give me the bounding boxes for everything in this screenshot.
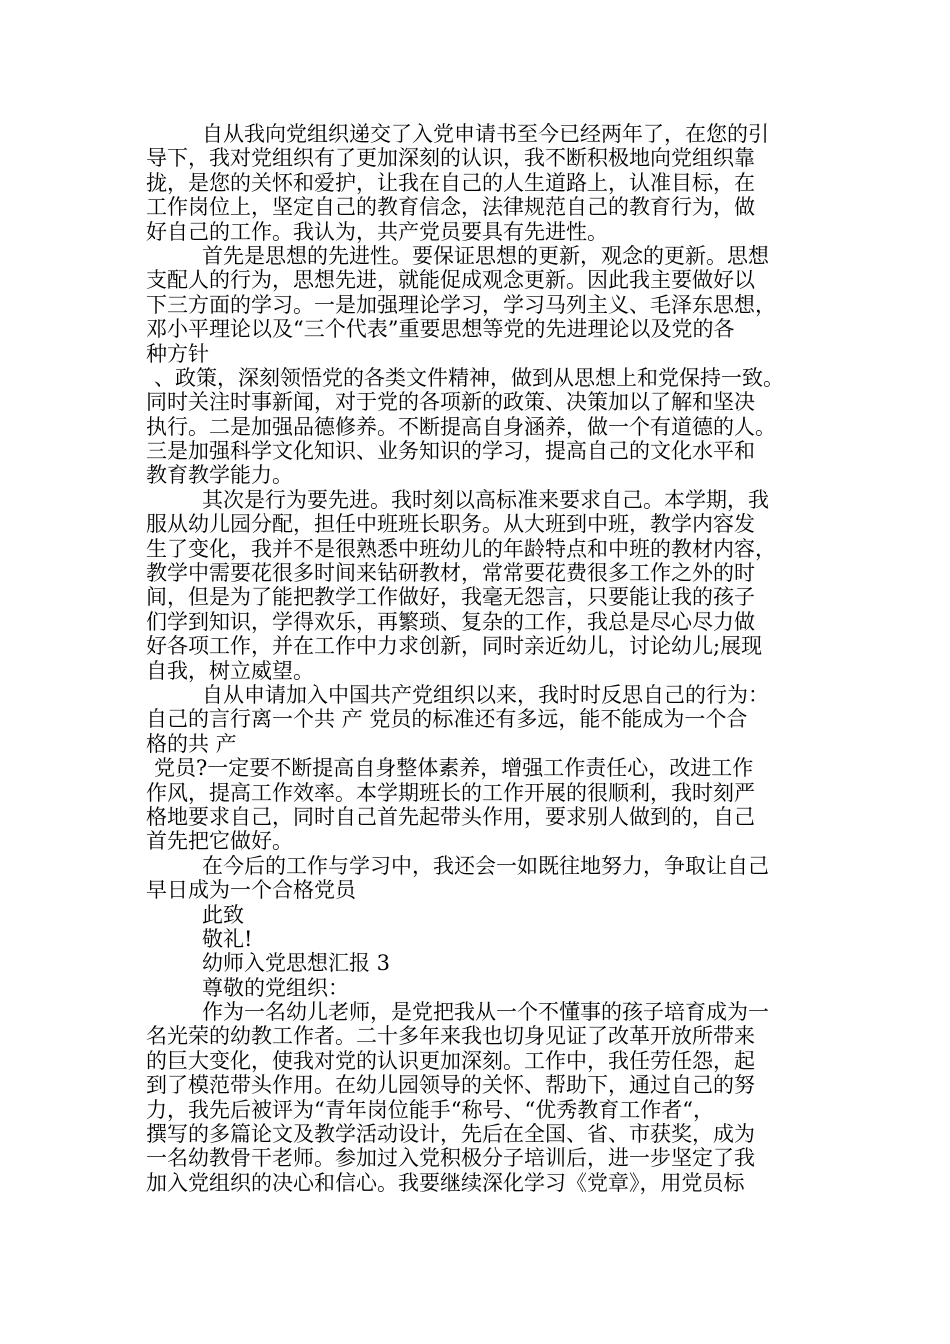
text-line: 名光荣的幼教工作者。二十多年来我也切身见证了改革开放所带来 [146, 1024, 755, 1049]
text-line: 到了模范带头作用。在幼儿园领导的关怀、帮助下，通过自己的努 [146, 1073, 755, 1098]
text-line: 其次是行为要先进。我时刻以高标准来要求自己。本学期，我 [202, 487, 769, 512]
text-line: 种方针 [146, 341, 209, 366]
text-line: 自己的言行离一个共 产 党员的标准还有多远，能不能成为一个合 [146, 707, 748, 732]
text-line: 格的共 产 [146, 731, 237, 756]
text-line: 、政策，深刻领悟党的各类文件精神，做到从思想上和党保持一致。 [154, 365, 784, 390]
text-line: 格地要求自己，同时自己首先起带头作用，要求别人做到的，自己 [146, 804, 755, 829]
text-line: 间，但是为了能把教学工作做好，我毫无怨言，只要能让我的孩子 [146, 585, 755, 610]
text-line: 执行。二是加强品德修养。不断提高自身涵养，做一个有道德的人。 [146, 414, 776, 439]
text-line: 作为一名幼儿老师，是党把我从一个不懂事的孩子培育成为一 [202, 1000, 769, 1025]
text-line: 生了变化，我并不是很熟悉中班幼儿的年龄特点和中班的教材内容， [146, 536, 776, 561]
text-line: 一名幼教骨干老师。参加过入党积极分子培训后，进一步坚定了我 [146, 1146, 755, 1171]
text-line: 在今后的工作与学习中，我还会一如既往地努力，争取让自己 [202, 853, 769, 878]
text-line: 撰写的多篇论文及教学活动设计，先后在全国、省、市获奖，成为 [146, 1122, 755, 1147]
text-line: 幼师入党思想汇报 3 [202, 951, 391, 976]
text-line: 支配人的行为，思想先进，就能促成观念更新。因此我主要做好以 [146, 268, 755, 293]
text-line: 导下，我对党组织有了更加深刻的认识，我不断积极地向党组织靠 [146, 146, 755, 171]
text-line: 自我，树立威望。 [146, 658, 314, 683]
text-line: 好自己的工作。我认为，共产党员要具有先进性。 [146, 219, 608, 244]
text-line: 工作岗位上，坚定自己的教育信念，法律规范自己的教育行为，做 [146, 195, 755, 220]
text-line: 教育教学能力。 [146, 463, 293, 488]
text-line: 自从我向党组织递交了入党申请书至今已经两年了，在您的引 [202, 122, 769, 146]
text-line: 邓小平理论以及“三个代表”重要思想等党的先进理论以及党的各 [146, 317, 735, 342]
text-line: 拢，是您的关怀和爱护，让我在自己的人生道路上，认准目标，在 [146, 170, 755, 195]
text-line: 服从幼儿园分配，担任中班班长职务。从大班到中班，教学内容发 [146, 512, 755, 537]
text-line: 敬礼! [202, 926, 253, 951]
text-line: 们学到知识，学得欢乐，再繁琐、复杂的工作，我总是尽心尽力做 [146, 609, 755, 634]
text-line: 教学中需要花很多时间来钻研教材，常常要花费很多工作之外的时 [146, 561, 755, 586]
text-line: 三是加强科学文化知识、业务知识的学习，提高自己的文化水平和 [146, 439, 755, 464]
text-line: 早日成为一个合格党员 [146, 878, 356, 903]
document-body [146, 122, 826, 1195]
text-line: 下三方面的学习。一是加强理论学习，学习马列主义、毛泽东思想， [146, 292, 776, 317]
text-line: 的巨大变化，使我对党的认识更加深刻。工作中，我任劳任怨，起 [146, 1048, 755, 1073]
text-line: 此致 [202, 902, 244, 927]
text-line: 首先是思想的先进性。要保证思想的更新，观念的更新。思想 [202, 243, 769, 268]
text-line: 好各项工作，并在工作中力求创新，同时亲近幼儿，讨论幼儿;展现 [146, 634, 763, 659]
text-line: 自从申请加入中国共产党组织以来，我时时反思自己的行为： [202, 682, 769, 707]
text-line: 加入党组织的决心和信心。我要继续深化学习《党章》，用党员标 [146, 1170, 745, 1195]
text-line: 同时关注时事新闻，对于党的各项新的政策、决策加以了解和坚决 [146, 390, 755, 415]
text-line: 作风，提高工作效率。本学期班长的工作开展的很顺利，我时刻严 [146, 780, 755, 805]
text-line: 尊敬的党组织： [202, 975, 349, 1000]
text-line: 党员?一定要不断提高自身整体素养，增强工作责任心，改进工作 [154, 756, 754, 781]
text-line: 首先把它做好。 [146, 829, 293, 854]
text-line: 力，我先后被评为“青年岗位能手“称号、“优秀教育工作者“， [146, 1097, 714, 1122]
